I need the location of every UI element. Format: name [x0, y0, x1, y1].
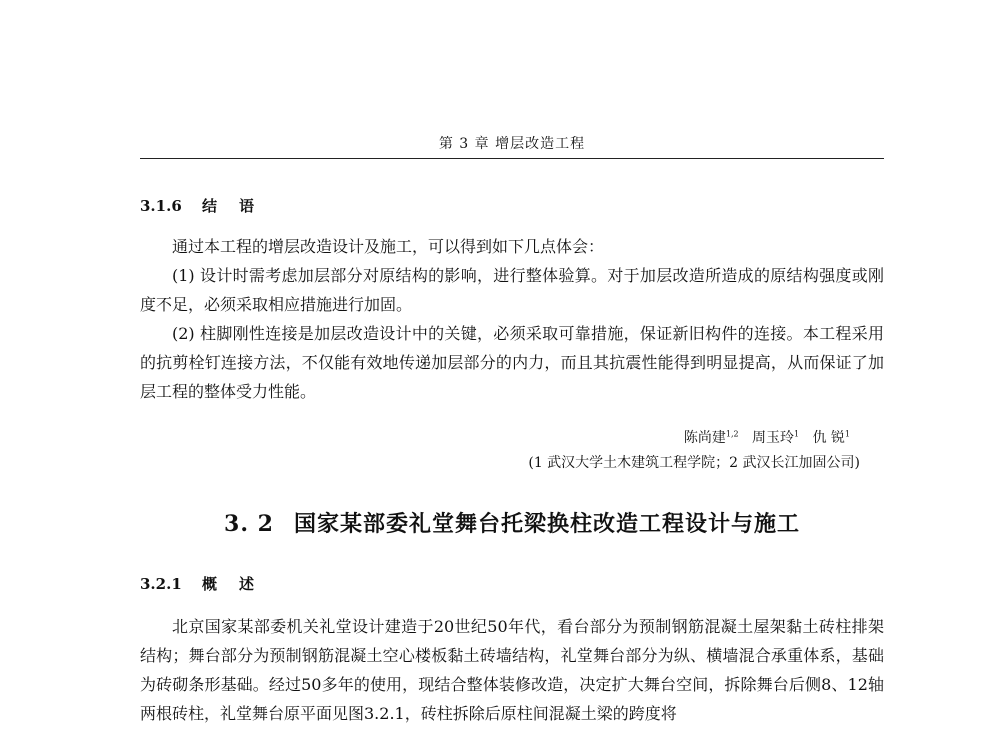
section-heading-3-2-1 [140, 573, 276, 594]
conclusion-point-1: (1) 设计时需考虑加层部分对原结构的影响，进行整体验算。对于加层改造所造成的原结构强度或刚度不足，必须采取相应措施进行加固。 [140, 266, 884, 314]
author-affil-mark: 1 [794, 429, 800, 439]
section-heading-3-1-6 [140, 195, 276, 216]
author-affiliation: (1 武汉大学土木建筑工程学院；2 武汉长江加固公司) [528, 455, 860, 471]
author-name: 周玉玲 [752, 430, 794, 446]
conclusion-body [140, 232, 884, 406]
section-title: 国家某部委礼堂舞台托梁换柱改造工程设计与施工 [293, 511, 800, 537]
section-number: 3.1.6 [140, 197, 182, 215]
header-rule [140, 158, 884, 159]
section-title: 概述 [202, 575, 277, 593]
author-affil-mark: 1,2 [725, 429, 739, 439]
conclusion-point-2: (2) 柱脚刚性连接是加层改造设计中的关键，必须采取可靠措施，保证新旧构件的连接。本工程采用的抗剪栓钉连接方法，不仅能有效地传递加层部分的内力，而且其抗震性能得到明显提高，从而保证了加层工程的整体受力性能。 [140, 324, 884, 401]
author-affil-mark: 1 [844, 429, 850, 439]
author-name: 仇 锐 [812, 430, 845, 446]
overview-paragraph: 北京国家某部委机关礼堂设计建造于20世纪50年代，看台部分为预制钢筋混凝土屋架黏土砖柱排架结构；舞台部分为预制钢筋混凝土空心楼板黏土砖墙结构，礼堂舞台部分为纵、横墙混合承重体系，基础为砖砌条形基础。经过50多年的使用，现结合整体装修改造，决定扩大舞台空间，拆除舞台后侧8、12轴两根砖柱，礼堂舞台原平面见图3.2.1，砖柱拆除后原柱间混凝土梁的跨度将 [140, 617, 884, 723]
overview-body [140, 612, 884, 728]
author-name: 陈尚建 [683, 430, 726, 446]
section-number: 3. 2 [224, 511, 274, 537]
section-title: 结语 [202, 197, 277, 215]
running-header: 第 3 章 增层改造工程 [438, 136, 586, 152]
conclusion-intro: 通过本工程的增层改造设计及施工，可以得到如下几点体会： [172, 237, 605, 256]
author-line [450, 427, 850, 447]
chapter-section-title [140, 507, 884, 538]
section-number: 3.2.1 [140, 575, 182, 593]
